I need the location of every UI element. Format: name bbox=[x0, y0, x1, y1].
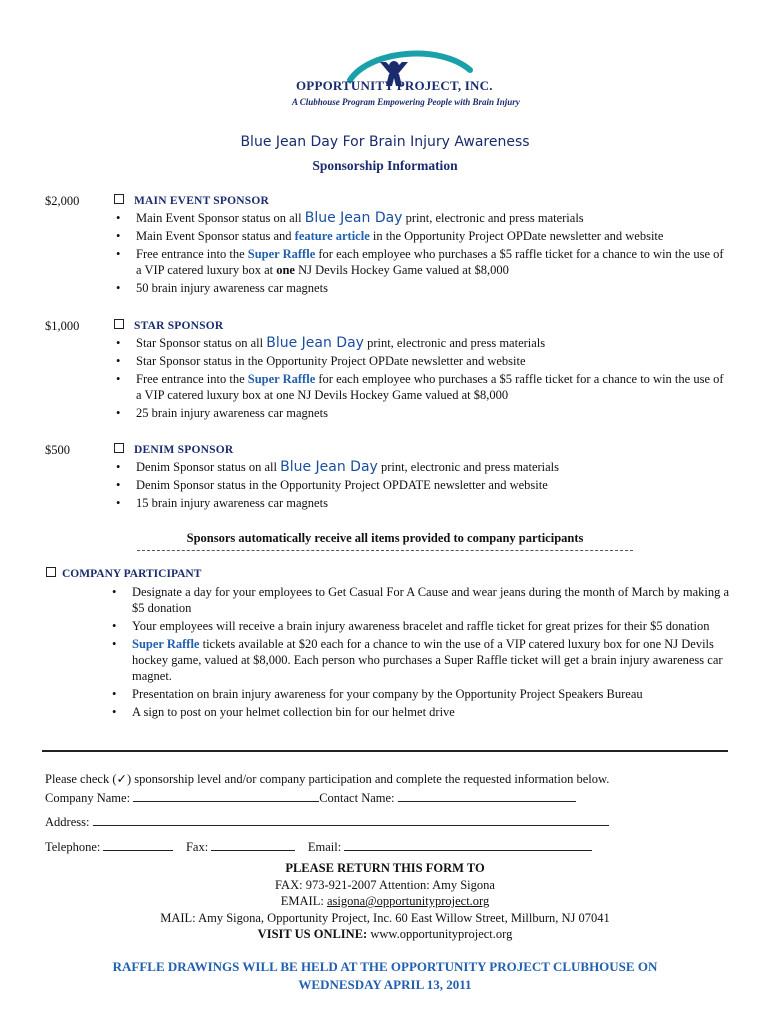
address-row bbox=[45, 813, 609, 830]
checkbox[interactable] bbox=[114, 194, 124, 204]
star-sponsor-option[interactable] bbox=[114, 319, 223, 332]
tier-name: STAR SPONSOR bbox=[134, 320, 224, 332]
tier-amount-1000: $1,000 bbox=[45, 319, 80, 333]
phone-fax-email-row bbox=[45, 838, 592, 855]
raffle-line-2: WEDNESDAY APRIL 13, 2011 bbox=[298, 977, 472, 992]
address-label: Address: bbox=[45, 815, 90, 829]
list-item: • Super Raffle tickets available at $20 each for a chance to win the use of a VIP catered luxury box for one NJ Devils hockey game, valued at $8,000. Each person who purchases a Super Raffle ticket will get a brain injury awareness car magnet. bbox=[108, 636, 730, 684]
tier-benefits-list bbox=[112, 335, 732, 423]
list-item: • Presentation on brain injury awareness for your company by the Opportunity Project Speakers Bureau bbox=[108, 686, 730, 702]
company-name-label: Company Name: bbox=[45, 791, 131, 805]
contact-name-label: Contact Name: bbox=[319, 791, 395, 805]
list-item: • Star Sponsor status on all Blue Jean Day print, electronic and press materials bbox=[112, 335, 732, 351]
list-item: • Denim Sponsor status on all Blue Jean Day print, electronic and press materials bbox=[112, 459, 732, 475]
raffle-announcement bbox=[0, 958, 770, 994]
company-name-field[interactable] bbox=[133, 789, 319, 802]
list-item: • Star Sponsor status in the Opportunity Project OPDate newsletter and website bbox=[112, 353, 732, 369]
page-title: Blue Jean Day For Brain Injury Awareness bbox=[240, 134, 530, 150]
telephone-label: Telephone: bbox=[45, 840, 101, 854]
tier-amount-2000: $2,000 bbox=[45, 194, 80, 208]
denim-sponsor-option[interactable] bbox=[114, 443, 233, 456]
company-contact-row bbox=[45, 789, 576, 806]
return-mail: MAIL: Amy Sigona, Opportunity Project, Inc. 60 East Willow Street, Millburn, NJ 07041 bbox=[160, 911, 610, 925]
tier-amount-500: $500 bbox=[45, 443, 70, 457]
return-website: VISIT US ONLINE: www.opportunityproject.org bbox=[257, 927, 513, 941]
sponsors-note: Sponsors automatically receive all items provided to company participants bbox=[186, 531, 584, 545]
list-item: • Main Event Sponsor status on all Blue Jean Day print, electronic and press materials bbox=[112, 210, 732, 226]
email-field[interactable] bbox=[344, 838, 592, 851]
contact-name-field[interactable] bbox=[398, 789, 576, 802]
page-subtitle: Sponsorship Information bbox=[312, 158, 458, 173]
section-divider bbox=[42, 750, 728, 752]
tier-benefits-list bbox=[112, 459, 732, 513]
main-event-sponsor-option[interactable] bbox=[114, 194, 269, 207]
checkbox[interactable] bbox=[114, 319, 124, 329]
organization-logo bbox=[290, 48, 520, 112]
fax-label: Fax: bbox=[185, 840, 209, 854]
company-participant-label: COMPANY PARTICIPANT bbox=[62, 568, 202, 580]
list-item: • Your employees will receive a brain injury awareness bracelet and raffle ticket for great prizes for their $5 donation bbox=[108, 618, 730, 634]
return-fax: FAX: 973-921-2007 Attention: Amy Sigona bbox=[275, 878, 495, 892]
return-heading: PLEASE RETURN THIS FORM TO bbox=[285, 861, 485, 875]
org-name: OPPORTUNITY PROJECT, INC. bbox=[296, 78, 493, 93]
list-item: • Free entrance into the Super Raffle for each employee who purchases a $5 raffle ticket for a chance to win the use of a VIP catered luxury box at one NJ Devils Hockey Game valued at $8,000 bbox=[112, 371, 732, 403]
org-tagline: A Clubhouse Program Empowering People with Brain Injury bbox=[292, 97, 520, 107]
list-item: • Denim Sponsor status in the Opportunity Project OPDATE newsletter and website bbox=[112, 477, 732, 493]
list-item: • 50 brain injury awareness car magnets bbox=[112, 280, 732, 296]
dashed-divider bbox=[137, 550, 633, 551]
checkbox[interactable] bbox=[114, 443, 124, 453]
list-item: • Designate a day for your employees to Get Casual For A Cause and wear jeans during the month of March by making a $5 donation bbox=[108, 584, 730, 616]
list-item: • Main Event Sponsor status and feature article in the Opportunity Project OPDate newsletter and website bbox=[112, 228, 732, 244]
email-label: Email: bbox=[307, 840, 342, 854]
form-instructions: Please check (✓) sponsorship level and/or company participation and complete the requested information below. bbox=[45, 772, 610, 786]
raffle-line-1: RAFFLE DRAWINGS WILL BE HELD AT THE OPPORTUNITY PROJECT CLUBHOUSE ON bbox=[112, 959, 658, 974]
tier-name: MAIN EVENT SPONSOR bbox=[134, 195, 270, 207]
address-field[interactable] bbox=[93, 813, 609, 826]
list-item: • Free entrance into the Super Raffle for each employee who purchases a $5 raffle ticket for a chance to win the use of a VIP catered luxury box at one NJ Devils Hockey Game valued at $8,000 bbox=[112, 246, 732, 278]
company-participant-option[interactable] bbox=[46, 567, 201, 580]
tier-benefits-list bbox=[112, 210, 732, 298]
return-email: EMAIL: asigona@opportunityproject.org bbox=[280, 894, 490, 908]
list-item: • A sign to post on your helmet collection bin for our helmet drive bbox=[108, 704, 730, 720]
website-link[interactable]: www.opportunityproject.org bbox=[370, 927, 513, 941]
checkbox[interactable] bbox=[46, 567, 56, 577]
company-benefits-list bbox=[108, 584, 730, 722]
email-link[interactable]: asigona@opportunityproject.org bbox=[326, 894, 490, 908]
fax-field[interactable] bbox=[211, 838, 295, 851]
list-item: • 25 brain injury awareness car magnets bbox=[112, 405, 732, 421]
list-item: • 15 brain injury awareness car magnets bbox=[112, 495, 732, 511]
telephone-field[interactable] bbox=[103, 838, 173, 851]
tier-name: DENIM SPONSOR bbox=[134, 444, 234, 456]
